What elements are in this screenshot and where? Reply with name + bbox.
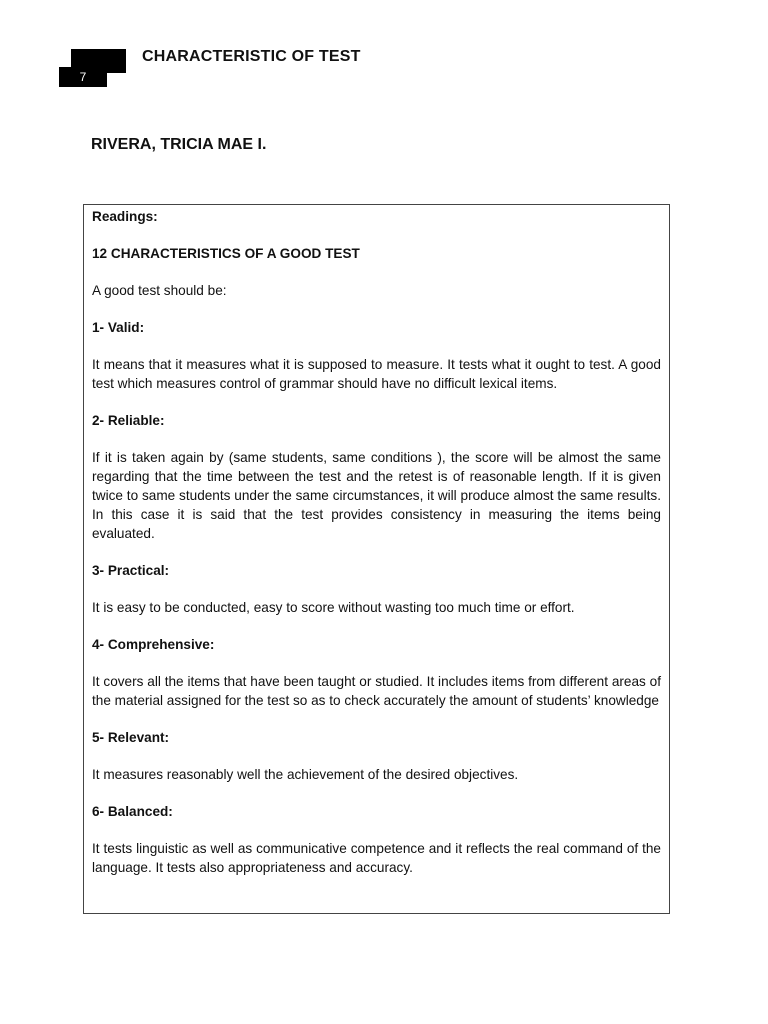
item-title: 2- Reliable: (92, 413, 165, 428)
readings-box (83, 204, 670, 914)
item-title: 5- Relevant: (92, 730, 170, 745)
item-body: It measures reasonably well the achievement of the desired objectives. (92, 767, 519, 782)
item-title: 3- Practical: (92, 563, 170, 578)
item-body: It covers all the items that have been taught or studied. It includes items from different areas of the material assigned for the test so as to check accurately the amount of students’ knowledge (92, 674, 661, 708)
item-body: It means that it measures what it is supposed to measure. It tests what it ought to test. A good test which measures control of grammar should have no difficult lexical items. (92, 357, 661, 391)
intro-text: A good test should be: (92, 283, 227, 298)
page-number: 7 (59, 67, 107, 87)
item-title: 6- Balanced: (92, 804, 173, 819)
item-body: If it is taken again by (same students, same conditions ), the score will be almost the same regarding that the time between the test and the retest is of reasonable length. If it is given twice to same students under the same circumstances, it will produce almost the same results. In this case it is said that the test provides consistency in measuring the items being evaluated. (92, 450, 661, 541)
item-body: It tests linguistic as well as communicative competence and it reflects the real command of the language. It tests also appropriateness and accuracy. (92, 841, 661, 875)
item-body: It is easy to be conducted, easy to score without wasting too much time or effort. (92, 600, 575, 615)
author-name: RIVERA, TRICIA MAE I. (91, 136, 267, 153)
readings-heading: 12 CHARACTERISTICS OF A GOOD TEST (92, 246, 360, 261)
document-title: CHARACTERISTIC OF TEST (142, 48, 361, 65)
item-title: 4- Comprehensive: (92, 637, 215, 652)
item-title: 1- Valid: (92, 320, 145, 335)
section-label: Readings: (92, 209, 158, 224)
